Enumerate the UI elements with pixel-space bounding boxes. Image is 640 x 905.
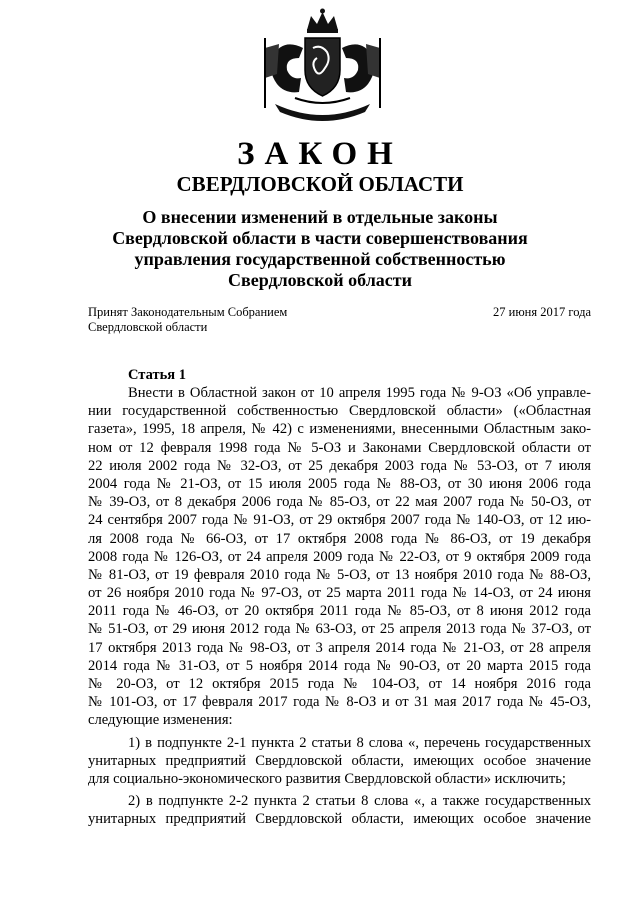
paragraph-line: № 39-ОЗ, от 8 декабря 2006 года № 85-ОЗ, от 22 мая 2007 года № 50-ОЗ, от: [88, 494, 591, 511]
adoption-date: 27 июня 2017 года: [493, 305, 591, 319]
item-line: унитарных предприятий Свердловской области, имеющих особое значение: [88, 811, 591, 828]
paragraph-line: № 101-ОЗ, от 17 февраля 2017 года № 8-ОЗ и от 31 мая 2017 года № 45-ОЗ,: [88, 694, 591, 711]
item-line: унитарных предприятий Свердловской области, имеющих особое значение: [88, 752, 591, 769]
paragraph-line: 2008 года № 126-ОЗ, от 24 апреля 2009 года № 22-ОЗ, от 9 октября 2009 года: [88, 548, 591, 565]
heading-line: Свердловской области: [227, 270, 413, 290]
adoption-line: Свердловской области: [88, 320, 208, 334]
paragraph-line: нии государственной собственностью Свердловской области» («Областная: [88, 403, 591, 420]
paragraph-line: 17 октября 2013 года № 98-ОЗ, от 3 апреля 2014 года № 21-ОЗ, от 28 апреля: [88, 639, 591, 656]
document-title: ЗАКОН: [237, 136, 403, 172]
paragraph-line: от 26 ноября 2010 года № 97-ОЗ, от 25 марта 2011 года № 14-ОЗ, от 24 июня: [88, 585, 591, 602]
paragraph-line: 2014 года № 31-ОЗ, от 5 ноября 2014 года № 90-ОЗ, от 20 марта 2015 года: [88, 657, 591, 674]
heading-line: Свердловской области в части совершенствования: [112, 228, 528, 248]
coat-of-arms-emblem: [255, 8, 390, 126]
item-line: для социально-экономического развития Свердловской области» исключить;: [88, 770, 566, 787]
paragraph-line: № 20-ОЗ, от 12 октября 2015 года № 104-ОЗ, от 14 ноября 2016 года: [88, 676, 591, 692]
item-line: 2) в подпункте 2-2 пункта 2 статьи 8 слова «, а также государственных: [128, 793, 591, 810]
heading-line: О внесении изменений в отдельные законы: [142, 207, 498, 227]
paragraph-line: 2011 года № 46-ОЗ, от 20 октября 2011 года № 85-ОЗ, от 8 июня 2012 года: [88, 603, 591, 620]
paragraph-line: Внести в Областной закон от 10 апреля 1995 года № 9-ОЗ «Об управле-: [128, 385, 591, 401]
heading-line: управления государственной собственностью: [134, 249, 506, 269]
paragraph-line: № 51-ОЗ, от 29 июня 2012 года № 63-ОЗ, от 25 апреля 2013 года № 37-ОЗ, от: [88, 621, 591, 638]
paragraph-line: следующие изменения:: [88, 712, 233, 729]
paragraph-line: № 81-ОЗ, от 19 февраля 2010 года № 5-ОЗ, от 13 ноября 2010 года № 88-ОЗ,: [88, 566, 591, 583]
paragraph-line: ном от 12 февраля 1998 года № 5-ОЗ и Законами Свердловской области от: [88, 439, 591, 456]
paragraph-line: 2004 года № 21-ОЗ, от 15 июля 2005 года № 88-ОЗ, от 30 июня 2006 года: [88, 475, 591, 492]
paragraph-line: ля 2008 года № 66-ОЗ, от 17 октября 2008 года № 86-ОЗ, от 19 декабря: [88, 530, 591, 547]
law-heading: [0, 207, 640, 291]
paragraph-line: газета», 1995, 18 апреля, № 42) с изменениями, внесенными Областным зако-: [88, 421, 591, 438]
item-line: 1) в подпункте 2-1 пункта 2 статьи 8 слова «, перечень государственных: [128, 734, 591, 751]
paragraph-line: 24 сентября 2007 года № 91-ОЗ, от 29 октября 2007 года № 140-ОЗ, от 12 ию-: [88, 512, 591, 529]
adoption-note: [88, 305, 287, 335]
article-body: [88, 384, 591, 829]
document-subtitle: СВЕРДЛОВСКОЙ ОБЛАСТИ: [176, 172, 464, 196]
paragraph-line: 22 июля 2002 года № 32-ОЗ, от 25 декабря 2003 года № 53-ОЗ, от 7 июля: [88, 457, 591, 474]
article-title: Статья 1: [128, 367, 186, 383]
adoption-line: Принят Законодательным Собранием: [88, 305, 288, 319]
